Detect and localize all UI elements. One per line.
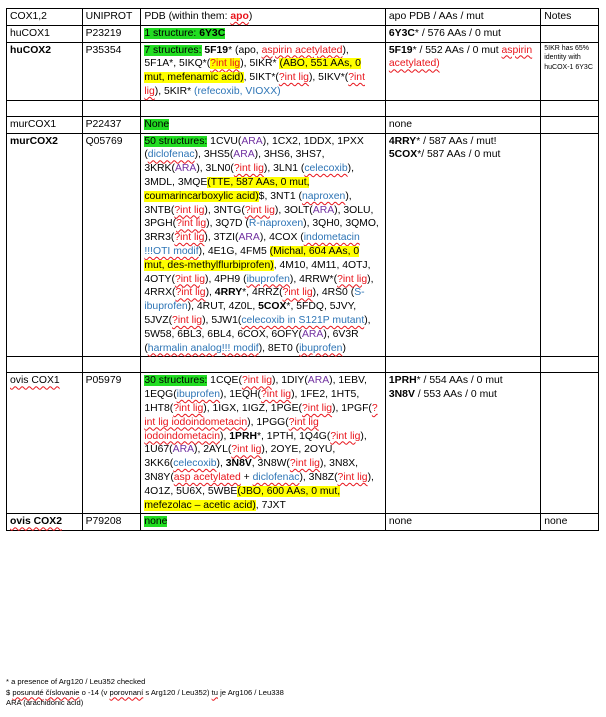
- notes-cell: 5IKR has 65% identity with huCOX-1 6Y3C: [541, 42, 599, 100]
- header-cox: COX1,2: [7, 9, 83, 26]
- text-segment: ), 4COX (: [259, 232, 304, 244]
- text-segment: ), 1CX2, 1DDX, 1PXX (: [144, 135, 364, 161]
- text-segment: ), 3TZI(: [204, 232, 239, 244]
- text-segment: 5F19: [388, 44, 413, 56]
- text-segment: ), 1EBV, 1EQG(: [144, 375, 367, 401]
- pdb-cell: [141, 116, 386, 133]
- text-segment: ), 4RRX(: [144, 273, 374, 299]
- text-segment: 1CVU(: [207, 135, 242, 147]
- header-uniprot: UNIPROT: [82, 9, 141, 26]
- text-segment: ), 3QH0, 3QMO, 3RR3(: [144, 218, 379, 244]
- text-segment: ?int lig: [231, 444, 262, 456]
- footnote-asterisk: * a presence of Arg120 / Leu352 checked: [6, 677, 146, 686]
- text-segment: ?int lig: [337, 471, 368, 483]
- text-segment: diclofenac: [147, 149, 195, 161]
- text-segment: (refecoxib, VIOXX): [194, 85, 281, 97]
- apo-cell: [385, 25, 540, 42]
- pdb-cell: [141, 25, 386, 42]
- text-segment: 5F19: [204, 44, 229, 56]
- text-segment: ), 3Q7D (: [206, 218, 249, 230]
- apo-cell: [385, 116, 540, 133]
- organism-cell: huCOX2: [7, 42, 83, 100]
- spacer-row: [7, 357, 599, 373]
- text-segment: ),: [220, 430, 230, 442]
- footnotes: [6, 677, 600, 709]
- text-segment: 6Y3C: [199, 27, 226, 39]
- text-segment: ), 4PH9 (: [204, 273, 247, 285]
- text-segment: none: [388, 516, 413, 528]
- text-segment: 7 structures:: [144, 44, 202, 56]
- text-segment: * / 576 AAs / 0 mut: [414, 27, 501, 39]
- text-segment: 4RRY: [214, 287, 243, 299]
- text-segment: ), 2AYL(: [194, 444, 232, 456]
- text-segment: ), 4RRW*(: [289, 273, 338, 285]
- text-segment: ), 5F1A*, 5IKQ*(: [144, 44, 349, 70]
- uniprot-cell: P35354: [82, 42, 141, 100]
- header-apo-pdb: apo PDB / AAs / mut: [385, 9, 540, 26]
- text-segment: ): [342, 342, 346, 354]
- text-segment: ), 3NTB(: [144, 190, 352, 216]
- text-segment: * (apo,: [228, 44, 262, 56]
- text-segment: 5COX: [258, 301, 287, 313]
- cox-structures-table: [6, 8, 599, 531]
- text-segment: *, 5FDQ, 5JVY, 5JVZ(: [144, 301, 357, 326]
- text-segment: ?int lig: [244, 204, 275, 216]
- text-segment: ), 3HS6, 3HS7, 3KRK(: [144, 149, 325, 175]
- text-segment: ?int lig: [174, 204, 205, 216]
- text-segment: ), 3N8Z(: [299, 471, 338, 483]
- text-segment: celecoxib in S121P mutant: [241, 314, 365, 326]
- organism-cell: murCOX2: [7, 133, 83, 357]
- header-pdb: PDB (within them: apo): [141, 9, 386, 26]
- uniprot-cell: P22437: [82, 116, 141, 133]
- text-segment: ), 3LN1 (: [263, 163, 305, 175]
- apo-cell: [385, 373, 540, 514]
- text-segment: harmalin analog!!! modif: [147, 342, 259, 354]
- text-segment: ),: [205, 287, 215, 299]
- text-segment: ), 4RUT, 4Z0L,: [187, 301, 259, 313]
- text-segment: , 3N8W(: [251, 458, 290, 470]
- text-segment: ), 3LN0(: [196, 163, 234, 175]
- text-segment: ?int lig: [241, 375, 272, 387]
- text-segment: ?int lig: [175, 287, 206, 299]
- text-segment: $, 3NT1 (: [258, 190, 302, 202]
- text-segment: ?int lig iodoindometacin: [144, 402, 378, 428]
- text-segment: (Michal, 604 AAs, 0 mut, des-methylflurbiprofen): [144, 245, 360, 271]
- text-segment: ?int lig: [176, 218, 207, 230]
- row-murcox1: [7, 116, 599, 133]
- uniprot-cell: P23219: [82, 25, 141, 42]
- text-segment: celecoxib: [304, 163, 348, 175]
- text-segment: ), 1IGX, 1IGZ, 1PGE(: [203, 402, 302, 414]
- apo-cell: [385, 133, 540, 357]
- text-segment: * / 554 AAs / 0 mut: [416, 375, 503, 387]
- text-segment: * / 552 AAs / 0 mut: [412, 44, 502, 56]
- text-segment: ARA: [302, 328, 324, 340]
- text-segment: 50 structures:: [144, 135, 208, 147]
- text-segment: 1PRH: [388, 375, 417, 387]
- text-segment: ARA: [241, 135, 263, 147]
- row-murcox2: [7, 133, 599, 357]
- text-segment: ?int lig: [174, 232, 205, 244]
- text-segment: ?int lig: [173, 402, 204, 414]
- text-segment: ARA: [174, 163, 197, 175]
- text-segment: ARA: [172, 444, 195, 456]
- organism-cell: huCOX1: [7, 25, 83, 42]
- apo-cell: [385, 42, 540, 100]
- text-segment: ?int lig: [337, 273, 368, 285]
- text-segment: ?int lig: [172, 314, 203, 326]
- notes-cell: [541, 373, 599, 514]
- text-segment: (TTE, 587 AAs, 0 mut, coumarincarboxylic acid): [144, 176, 310, 202]
- text-segment: ), 5W58, 6BL3, 6BL4, 6COX, 6OFY(: [144, 314, 371, 340]
- text-segment: ), 1U67(: [144, 430, 367, 456]
- text-segment: ?int lig: [282, 287, 313, 299]
- text-segment: ), 6V3R (: [144, 328, 359, 354]
- text-segment: ?int lig: [144, 72, 365, 97]
- text-segment: ), 3MDL, 3MQE: [144, 163, 355, 188]
- text-segment: None: [144, 118, 170, 130]
- text-segment: ARA: [233, 149, 255, 161]
- text-segment: */ 587 AAs / 0 mut: [417, 149, 501, 161]
- text-segment: 5COX: [388, 149, 418, 161]
- pdb-cell: [141, 133, 386, 357]
- text-segment: ), 3OLT(: [274, 204, 313, 216]
- text-segment: ), 1DIY(: [271, 375, 308, 387]
- text-segment: ), 1FE2, 1HT5, 1HT8(: [144, 389, 360, 414]
- uniprot-cell: P05979: [82, 373, 141, 514]
- text-segment: ?int lig: [261, 389, 292, 401]
- text-segment: ), 5JW1(: [202, 314, 242, 326]
- notes-cell: [541, 116, 599, 133]
- text-segment: 3N8V: [388, 389, 415, 401]
- row-oviscox1: [7, 373, 599, 514]
- notes-cell: [541, 133, 599, 357]
- text-segment: diclofenac: [252, 471, 300, 483]
- uniprot-cell: Q05769: [82, 133, 141, 357]
- text-segment: * / 587 AAs / mut!: [416, 135, 497, 147]
- row-hucox2: [7, 42, 599, 100]
- pdb-cell: [141, 514, 386, 531]
- organism-cell: ovis COX2: [7, 514, 83, 531]
- text-segment: ), 3OLU, 3PGH(: [144, 204, 374, 230]
- text-segment: none: [144, 516, 168, 528]
- pdb-cell: [141, 42, 386, 100]
- text-segment: *, 4RRZ(: [242, 287, 283, 299]
- text-segment: 1 structure:: [144, 27, 200, 39]
- header-notes: Notes: [541, 9, 599, 26]
- text-segment: / 553 AAs / 0 mut: [414, 389, 497, 401]
- text-segment: ), 5KIR*: [154, 85, 194, 97]
- uniprot-cell: P79208: [82, 514, 141, 531]
- text-segment: ARA: [238, 232, 260, 244]
- text-segment: ),: [216, 458, 226, 470]
- header-apo-word: apo: [230, 11, 249, 22]
- text-segment: (ABO, 551 AAs, 0 mut, mefenamic acid): [144, 58, 361, 84]
- footnote-dollar: $ posunuté číslovanie o -14 (v porovnaní s Arg120 / Leu352) tu je Arg106 / Leu338: [6, 687, 284, 697]
- text-segment: ), 4O1Z, 5U6X, 5WBE: [144, 471, 374, 497]
- text-segment: ), 8ET0 (: [258, 342, 300, 354]
- text-segment: naproxen: [301, 190, 346, 202]
- text-segment: *, 1PTH, 1Q4G(: [256, 430, 331, 442]
- apo-cell: [385, 514, 540, 531]
- text-segment: none: [388, 118, 413, 130]
- row-oviscox2: [7, 514, 599, 531]
- text-segment: 4RRY: [388, 135, 417, 147]
- text-segment: 1PRH: [229, 430, 257, 442]
- text-segment: ibuprofen: [246, 273, 290, 285]
- text-segment: ?int lig: [302, 402, 333, 414]
- row-hucox1: [7, 25, 599, 42]
- text-segment: celecoxib: [173, 458, 217, 470]
- spacer-row: [7, 100, 599, 116]
- text-segment: ibuprofen: [176, 389, 221, 401]
- text-segment: , 7JXT: [255, 499, 286, 511]
- organism-cell: murCOX1: [7, 116, 83, 133]
- text-segment: asp acetylated: [173, 471, 241, 483]
- text-segment: S-ibuprofen: [144, 287, 365, 313]
- text-segment: ), 3HS5(: [194, 149, 234, 161]
- text-segment: 6Y3C: [388, 27, 415, 39]
- text-segment: ), 4RS0 (: [312, 287, 355, 299]
- text-segment: ?int lig: [233, 163, 264, 175]
- text-segment: aspirin acetylated: [261, 44, 343, 56]
- text-segment: , 4M10, 4M11, 4OTJ, 4OTY(: [144, 259, 371, 285]
- text-segment: 1CQE(: [207, 375, 242, 387]
- text-segment: 30 structures:: [144, 375, 208, 387]
- text-segment: , 5IKT*(: [243, 72, 279, 84]
- notes-cell: [541, 25, 599, 42]
- text-segment: ), 1PGG(: [247, 416, 289, 428]
- header-row: [7, 9, 599, 26]
- text-segment: ARA: [312, 204, 335, 216]
- text-segment: ), 3N8X, 3N8Y(: [144, 458, 359, 483]
- text-segment: ?int lig: [278, 72, 309, 84]
- organism-cell: ovis COX1: [7, 373, 83, 514]
- text-segment: +: [240, 471, 253, 483]
- text-segment: ), 2OYE, 2OYU, 3KK6(: [144, 444, 336, 470]
- text-segment: ), 1PGF(: [332, 402, 372, 414]
- text-segment: ?int lig: [289, 458, 320, 470]
- text-segment: aspirin acetylated): [388, 44, 533, 70]
- pdb-cell: [141, 373, 386, 514]
- text-segment: ), 5IKR*: [240, 58, 280, 70]
- text-segment: R-naproxen: [248, 218, 304, 230]
- text-segment: ), 1EQH(: [220, 389, 262, 401]
- text-segment: ARA: [307, 375, 330, 387]
- text-segment: ?int lig iodoindometacin: [144, 416, 319, 442]
- text-segment: ?int lig: [330, 430, 361, 442]
- text-segment: 3N8V: [225, 458, 252, 470]
- text-segment: ), 4E1G, 4FM5: [198, 245, 270, 257]
- text-segment: ), 3NTG(: [204, 204, 245, 216]
- text-segment: ibuprofen: [299, 342, 343, 354]
- text-segment: (JBO, 600 AAs, 0 mut, mefezolac – acetic acid): [144, 485, 341, 511]
- footnote-ara: ARA (arachidonic acid): [6, 698, 84, 707]
- notes-cell: none: [541, 514, 599, 531]
- text-segment: ?int lig: [210, 58, 241, 70]
- text-segment: ?int lig: [174, 273, 205, 285]
- text-segment: ), 5IKV*(: [308, 72, 349, 84]
- text-segment: indometacin !!!OTI modif: [144, 232, 360, 257]
